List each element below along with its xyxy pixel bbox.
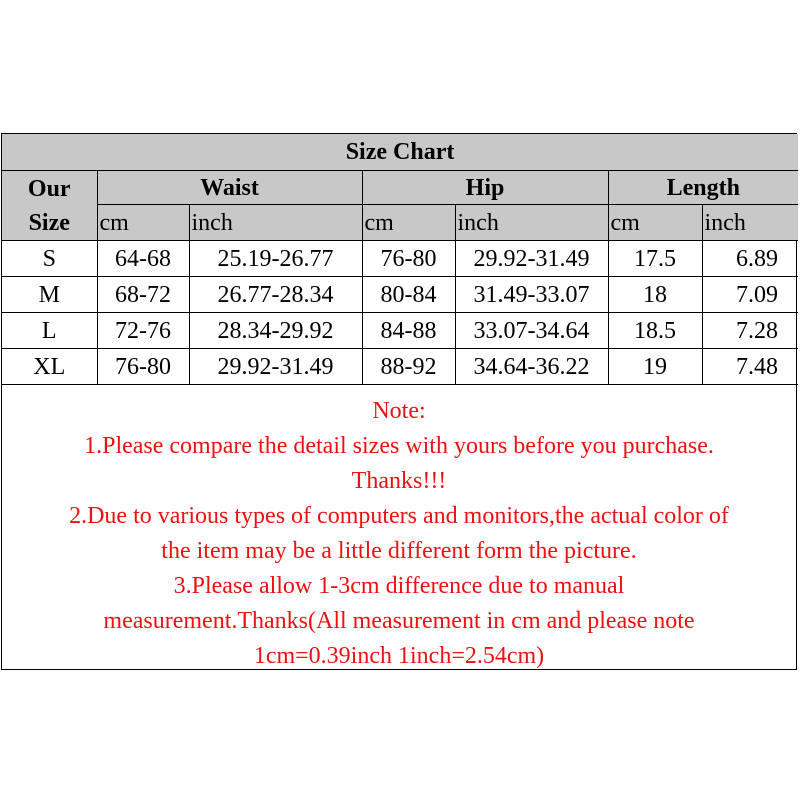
- waist-inch-cell: 28.34-29.92: [189, 313, 362, 349]
- hip-inch-header: inch: [455, 205, 608, 241]
- note-heading: Note:: [372, 398, 426, 424]
- note-line: measurement.Thanks(All measurement in cm and please note: [103, 608, 695, 634]
- notes-section: [2, 384, 796, 674]
- length-header: Length: [608, 171, 798, 205]
- table-row: [2, 277, 798, 313]
- size-chart: [1, 133, 797, 670]
- note-line: the item may be a little different form the picture.: [161, 538, 637, 564]
- size-cell: XL: [2, 349, 97, 385]
- size-cell: M: [2, 277, 97, 313]
- table-row: [2, 313, 798, 349]
- hip-inch-cell: 31.49-33.07: [455, 277, 608, 313]
- length-cm-header: cm: [608, 205, 702, 241]
- note-line: Thanks!!!: [351, 468, 447, 494]
- waist-inch-cell: 25.19-26.77: [189, 241, 362, 277]
- hip-cm-cell: 88-92: [362, 349, 455, 385]
- note-line: 1cm=0.39inch 1inch=2.54cm): [253, 643, 545, 669]
- waist-cm-cell: 68-72: [97, 277, 189, 313]
- hip-inch-cell: 34.64-36.22: [455, 349, 608, 385]
- length-inch-cell: 7.09: [702, 277, 798, 313]
- note-line: 1.Please compare the detail sizes with yours before you purchase.: [84, 433, 714, 459]
- size-cell: L: [2, 313, 97, 349]
- waist-inch-cell: 29.92-31.49: [189, 349, 362, 385]
- chart-title: Size Chart: [2, 134, 798, 171]
- hip-header: Hip: [362, 171, 608, 205]
- size-table: [2, 134, 798, 385]
- size-column-header: [2, 171, 97, 241]
- length-cm-cell: 19: [608, 349, 702, 385]
- table-row: [2, 349, 798, 385]
- waist-inch-cell: 26.77-28.34: [189, 277, 362, 313]
- size-header-line1: Our: [27, 175, 71, 202]
- waist-cm-cell: 72-76: [97, 313, 189, 349]
- hip-inch-cell: 33.07-34.64: [455, 313, 608, 349]
- hip-cm-header: cm: [362, 205, 455, 241]
- note-line: 2.Due to various types of computers and monitors,the actual color of: [69, 503, 729, 529]
- length-cm-cell: 17.5: [608, 241, 702, 277]
- size-header-line2: Size: [28, 209, 70, 236]
- length-cm-cell: 18.5: [608, 313, 702, 349]
- length-inch-cell: 6.89: [702, 241, 798, 277]
- hip-inch-cell: 29.92-31.49: [455, 241, 608, 277]
- hip-cm-cell: 80-84: [362, 277, 455, 313]
- length-cm-cell: 18: [608, 277, 702, 313]
- length-inch-cell: 7.48: [702, 349, 798, 385]
- waist-cm-cell: 76-80: [97, 349, 189, 385]
- hip-cm-cell: 84-88: [362, 313, 455, 349]
- waist-cm-cell: 64-68: [97, 241, 189, 277]
- table-row: [2, 241, 798, 277]
- size-cell: S: [2, 241, 97, 277]
- length-inch-cell: 7.28: [702, 313, 798, 349]
- length-inch-header: inch: [702, 205, 798, 241]
- waist-cm-header: cm: [97, 205, 189, 241]
- note-line: 3.Please allow 1-3cm difference due to manual: [173, 573, 625, 599]
- waist-header: Waist: [97, 171, 362, 205]
- hip-cm-cell: 76-80: [362, 241, 455, 277]
- waist-inch-header: inch: [189, 205, 362, 241]
